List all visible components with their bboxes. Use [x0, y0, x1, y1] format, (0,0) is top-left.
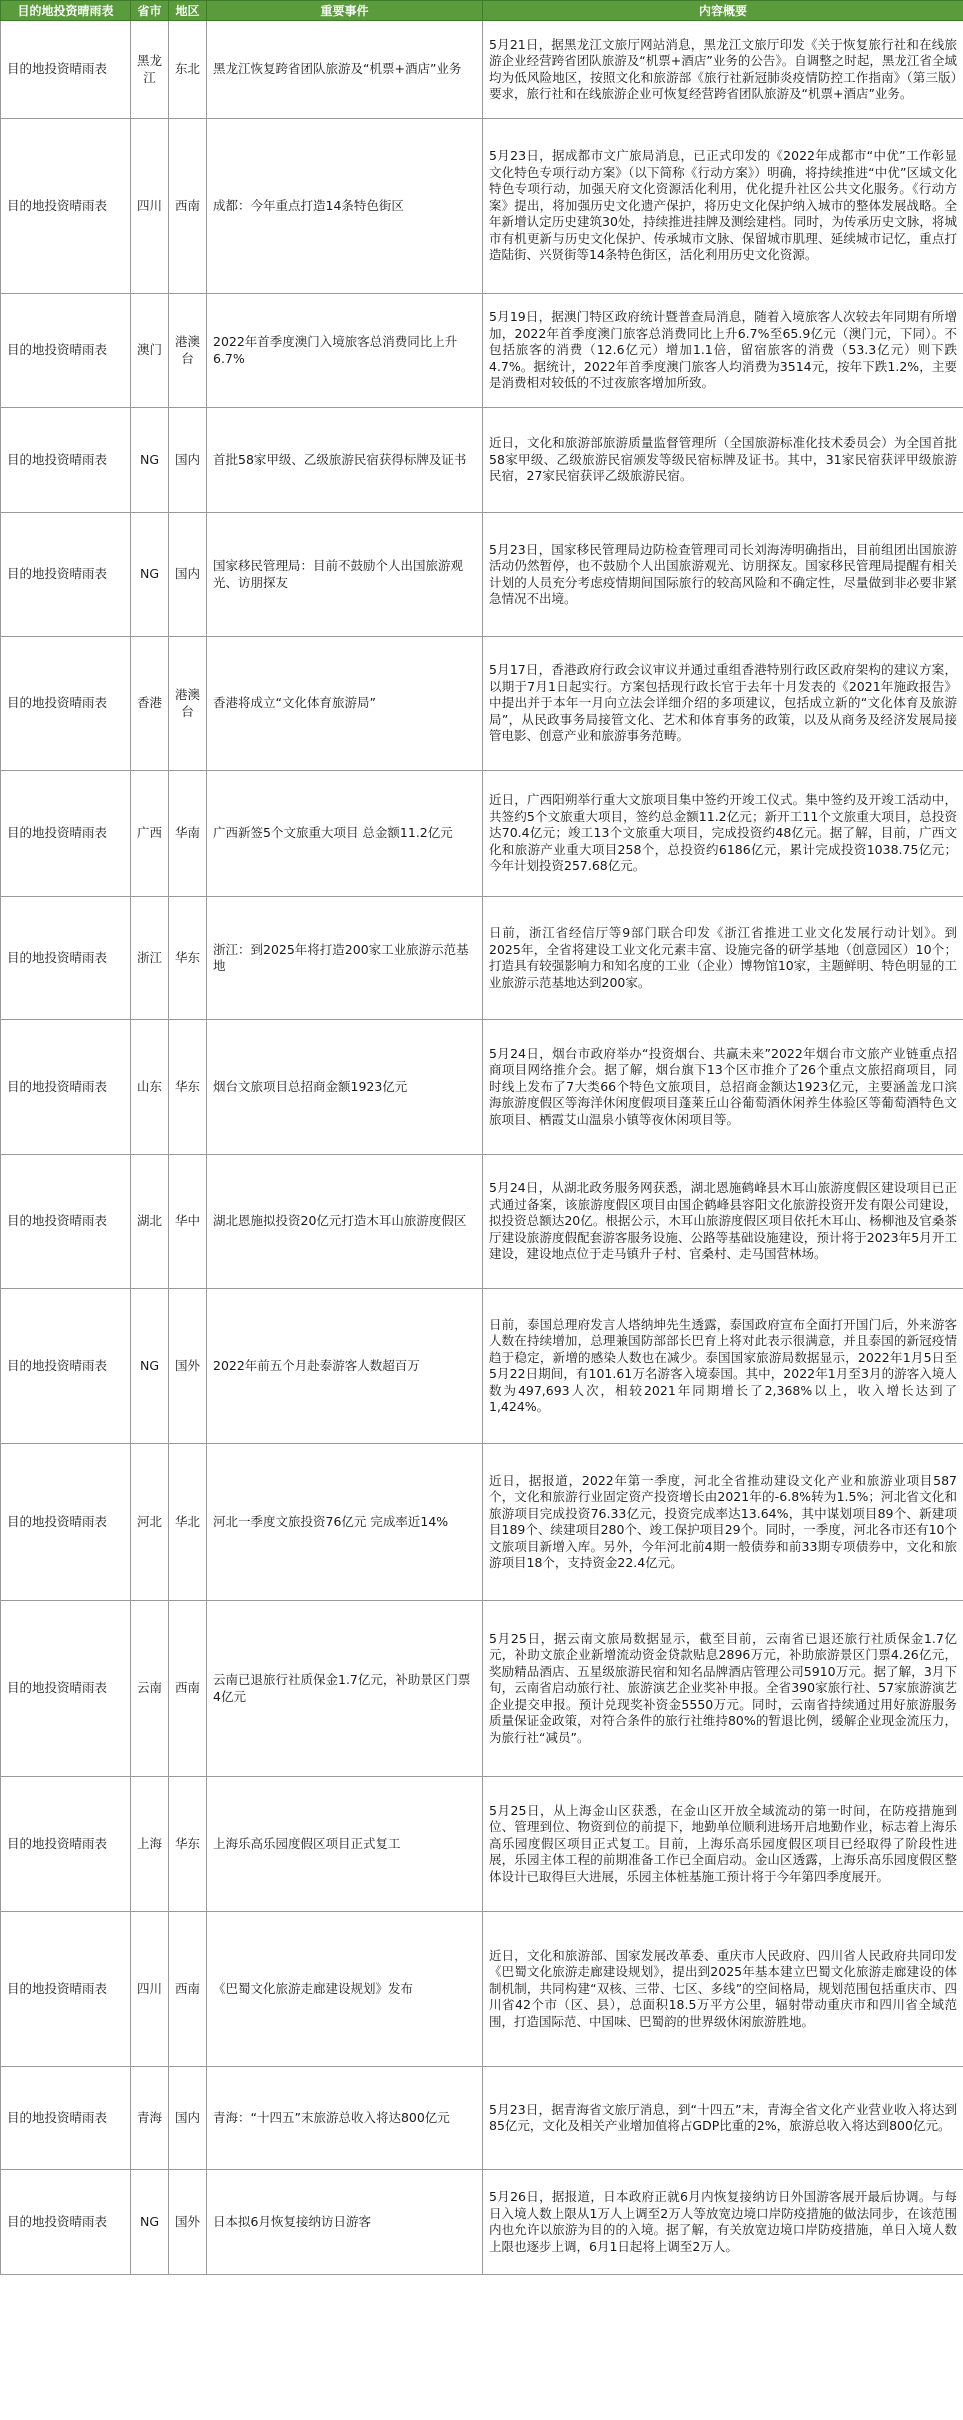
table-row	[1, 1444, 963, 1601]
cell-event: 河北一季度文旅投资76亿元 完成率近14%	[207, 1444, 483, 1601]
table-row	[1, 897, 963, 1020]
cell-type: 目的地投资晴雨表	[1, 1601, 131, 1777]
cell-content: 日前，浙江省经信厅等9部门联合印发《浙江省推进工业文化发展行动计划》。到2025年，全省将建设工业文化元素丰富、设施完备的研学基地（创意园区）10个；打造具有较强影响力和知名度的工业（企业）博物馆10家，主题鲜明、特色明显的工业旅游示范基地达到200家。	[483, 897, 963, 1020]
table-row	[1, 1777, 963, 1912]
cell-region: 华中	[169, 1155, 207, 1289]
header-event: 重要事件	[207, 1, 483, 21]
cell-province: 上海	[131, 1777, 169, 1912]
cell-region: 华东	[169, 1777, 207, 1912]
header-region: 地区	[169, 1, 207, 21]
header-content: 内容概要	[483, 1, 963, 21]
cell-content: 5月24日，从湖北政务服务网获悉，湖北恩施鹤峰县木耳山旅游度假区建设项目已正式通过备案，该旅游度假区项目由国企鹤峰县容阳文化旅游投资开发有限公司建设，拟投资总额达20亿。根据公示，木耳山旅游度假区项目依托木耳山、杨柳池及官桑茶厅建设旅游度假配套游客服务设施、公路等基础设施建设，预计将于2023年5月开工建设，建设地点位于走马镇升子村、官桑村、走马国营林场。	[483, 1155, 963, 1289]
table-row	[1, 2170, 963, 2275]
cell-content: 5月26日，据报道，日本政府正就6月内恢复接纳访日外国游客展开最后协调。与每日入境人数上限从1万人上调至2万人等放宽边境口岸防疫措施的做法同步，在该范围内也允许以旅游为目的的入境。据了解，有关放宽边境口岸防疫措施，单日入境人数上限也逐步上调，6月1日起将上调至2万人。	[483, 2170, 963, 2275]
cell-province: 广西	[131, 771, 169, 897]
cell-region: 西南	[169, 1912, 207, 2067]
cell-type: 目的地投资晴雨表	[1, 21, 131, 119]
cell-content: 5月25日，据云南文旅局数据显示，截至目前，云南省已退还旅行社质保金1.7亿元，补助文旅企业新增流动资金贷款贴息2896万元，补助旅游景区门票4.26亿元，奖励精品酒店、五星级旅游民宿和知名品牌酒店管理公司5910万元。据了解，3月下旬，云南省启动旅行社、旅游演艺企业奖补申报。全省390家旅行社、57家旅游演艺企业提交申报。预计兑现奖补资金5550万元。同时，云南省持续通过用好旅游服务质量保证金政策，对符合条件的旅行社维持80%的暂退比例，缓解企业现金流压力，为旅行社“减员”。	[483, 1601, 963, 1777]
cell-region: 港澳台	[169, 637, 207, 771]
table-row	[1, 1912, 963, 2067]
cell-province: NG	[131, 513, 169, 637]
cell-content: 5月21日，据黑龙江文旅厅网站消息，黑龙江文旅厅印发《关于恢复旅行社和在线旅游企业经营跨省团队旅游及“机票+酒店”业务的公告》。自调整之时起，黑龙江省全域均为低风险地区，按照文化和旅游部《旅行社新冠肺炎疫情防控工作指南》（第三版）要求，旅行社和在线旅游企业可恢复经营跨省团队旅游及“机票+酒店”业务。	[483, 21, 963, 119]
cell-region: 西南	[169, 119, 207, 294]
cell-content: 近日，据报道，2022年第一季度，河北全省推动建设文化产业和旅游业项目587个，文化和旅游行业固定资产投资增长由2021年的-6.8%转为1.5%；河北省文化和旅游项目完成投资76.33亿元，投资完成率达13.64%，其中谋划项目89个、新建项目189个、续建项目280个、竣工保护项目29个。同时，一季度，河北各市还有10个文旅项目新增入库。另外，今年河北前4期一般债券和前33期专项债券中，文化和旅游项目18个，支持资金22.4亿元。	[483, 1444, 963, 1601]
cell-province: NG	[131, 408, 169, 513]
table-row	[1, 21, 963, 119]
cell-type: 目的地投资晴雨表	[1, 2170, 131, 2275]
cell-region: 国内	[169, 2067, 207, 2170]
cell-event: 浙江：到2025年将打造200家工业旅游示范基地	[207, 897, 483, 1020]
table-row	[1, 408, 963, 513]
cell-province: 山东	[131, 1020, 169, 1155]
cell-region: 国内	[169, 513, 207, 637]
table-row	[1, 119, 963, 294]
cell-content: 日前，泰国总理府发言人塔纳坤先生透露，泰国政府宣布全面打开国门后，外来游客人数在持续增加，总理兼国防部部长巴育上将对此表示很满意，并且泰国的新冠疫情趋于稳定，新增的感染人数也在减少。泰国国家旅游局数据显示，2022年1月5日至5月22日期间，有101.61万名游客入境泰国。其中，2022年1月至3月的游客入境人数为497,693人次，相较2021年同期增长了2,368%以上，收入增长达到了1,424%。	[483, 1289, 963, 1444]
cell-type: 目的地投资晴雨表	[1, 637, 131, 771]
cell-province: NG	[131, 1289, 169, 1444]
cell-content: 近日，文化和旅游部旅游质量监督管理所（全国旅游标准化技术委员会）为全国首批58家甲级、乙级旅游民宿颁发等级民宿标牌及证书。其中，31家民宿获评甲级旅游民宿，27家民宿获评乙级旅游民宿。	[483, 408, 963, 513]
cell-type: 目的地投资晴雨表	[1, 771, 131, 897]
cell-type: 目的地投资晴雨表	[1, 1289, 131, 1444]
cell-type: 目的地投资晴雨表	[1, 294, 131, 408]
table-header-row	[1, 1, 963, 21]
cell-event: 青海：“十四五”末旅游总收入将达800亿元	[207, 2067, 483, 2170]
cell-type: 目的地投资晴雨表	[1, 2067, 131, 2170]
table-row	[1, 513, 963, 637]
cell-event: 国家移民管理局：目前不鼓励个人出国旅游观光、访朋探友	[207, 513, 483, 637]
cell-event: 湖北恩施拟投资20亿元打造木耳山旅游度假区	[207, 1155, 483, 1289]
cell-content: 5月25日，从上海金山区获悉，在金山区开放全域流动的第一时间，在防疫措施到位、管理到位、物资到位的前提下，地勤单位顺利进场开启地勤作业，标志着上海乐高乐园度假区项目正式复工。目前，上海乐高乐园度假区项目已经取得了阶段性进展，乐园主体工程的前期准备工作已全面启动。金山区透露，上海乐高乐园度假区整体设计已取得巨大进展，乐园主体桩基施工预计将于今年第四季度展开。	[483, 1777, 963, 1912]
cell-province: NG	[131, 2170, 169, 2275]
cell-type: 目的地投资晴雨表	[1, 1912, 131, 2067]
cell-region: 华北	[169, 1444, 207, 1601]
cell-region: 华南	[169, 771, 207, 897]
cell-event: 云南已退旅行社质保金1.7亿元，补助景区门票4亿元	[207, 1601, 483, 1777]
cell-content: 5月17日，香港政府行政会议审议并通过重组香港特别行政区政府架构的建议方案，以期于7月1日起实行。方案包括现行政长官于去年十月发表的《2021年施政报告》中提出并于本年一月向立法会详细介绍的多项建议，包括成立新的“文化体育及旅游局”，从民政事务局接管文化、艺术和体育事务的政策，以及从商务及经济发展局接管电影、创意产业和旅游事务范畴。	[483, 637, 963, 771]
cell-content: 近日，广西阳朔举行重大文旅项目集中签约开竣工仪式。集中签约及开竣工活动中，共签约5个文旅重大项目，签约总金额11.2亿元；新开工11个文旅重大项目，总投资达70.4亿元；竣工13个文旅重大项目，完成投资约48亿元。据了解，目前，广西文化和旅游产业重大项目258个，总投资约6186亿元，累计完成投资1038.75亿元；今年计划投资257.68亿元。	[483, 771, 963, 897]
cell-content: 5月23日，据青海省文旅厅消息，到“十四五”末，青海全省文化产业营业收入将达到85亿元，文化及相关产业增加值将占GDP比重的2%，旅游总收入将达到800亿元。	[483, 2067, 963, 2170]
cell-province: 云南	[131, 1601, 169, 1777]
cell-event: 烟台文旅项目总招商金额1923亿元	[207, 1020, 483, 1155]
table-row	[1, 1601, 963, 1777]
cell-event: 2022年首季度澳门入境旅客总消费同比上升6.7%	[207, 294, 483, 408]
cell-content: 5月23日，据成都市文广旅局消息，已正式印发的《2022年成都市“中优”工作彰显文化特色专项行动方案》（以下简称《行动方案》）明确，将持续推进“中优”区域文化特色专项行动，加强天府文化资源活化利用，优化提升社区公共文化服务。《行动方案》提出，将加强历史文化遗产保护，将历史文化保护纳入城市的整体发展战略。全年新增认定历史建筑30处，持续推进挂牌及测绘建档。同时，为传承历史文脉，将城市有机更新与历史文化保护、传承城市文脉、保留城市肌理、延续城市记忆，重点打造陆街、兴贤街等14条特色街区，活化利用历史文化资源。	[483, 119, 963, 294]
cell-type: 目的地投资晴雨表	[1, 513, 131, 637]
cell-event: 2022年前五个月赴泰游客人数超百万	[207, 1289, 483, 1444]
cell-province: 青海	[131, 2067, 169, 2170]
cell-content: 近日，文化和旅游部、国家发展改革委、重庆市人民政府、四川省人民政府共同印发《巴蜀文化旅游走廊建设规划》，提出到2025年基本建立巴蜀文化旅游走廊建设的体制机制，共同构建“双核、三带、七区、多线”的空间格局，规划范围包括重庆市、四川省42个市（区、县），总面积18.5万平方公里，辐射带动重庆市和四川省全域范围，打造国际范、中国味、巴蜀韵的世界级休闲旅游胜地。	[483, 1912, 963, 2067]
cell-region: 国外	[169, 1289, 207, 1444]
cell-province: 浙江	[131, 897, 169, 1020]
cell-type: 目的地投资晴雨表	[1, 1155, 131, 1289]
header-province: 省市	[131, 1, 169, 21]
cell-province: 河北	[131, 1444, 169, 1601]
table-row	[1, 1155, 963, 1289]
cell-type: 目的地投资晴雨表	[1, 408, 131, 513]
cell-region: 国内	[169, 408, 207, 513]
cell-event: 成都：今年重点打造14条特色街区	[207, 119, 483, 294]
header-type: 目的地投资晴雨表	[1, 1, 131, 21]
cell-content: 5月23日，国家移民管理局边防检查管理司司长刘海涛明确指出，目前组团出国旅游活动仍然暂停，也不鼓励个人出国旅游观光、访朋探友。国家移民管理局提醒有相关计划的人员充分考虑疫情期间国际旅行的较高风险和不确定性，尽量做到非必要非紧急情况不出境。	[483, 513, 963, 637]
table-row	[1, 1020, 963, 1155]
table-row	[1, 637, 963, 771]
table-row	[1, 2067, 963, 2170]
cell-province: 黑龙江	[131, 21, 169, 119]
cell-event: 广西新签5个文旅重大项目 总金额11.2亿元	[207, 771, 483, 897]
cell-event: 《巴蜀文化旅游走廊建设规划》发布	[207, 1912, 483, 2067]
table-row	[1, 771, 963, 897]
cell-province: 澳门	[131, 294, 169, 408]
cell-province: 湖北	[131, 1155, 169, 1289]
cell-content: 5月19日，据澳门特区政府统计暨普查局消息，随着入境旅客人次较去年同期有所增加，2022年首季度澳门旅客总消费同比上升6.7%至65.9亿元（澳门元，下同）。不包括旅客的消费（12.6亿元）增加1.1倍，留宿旅客的消费（53.3亿元）则下跌4.7%。据统计，2022年首季度澳门旅客人均消费为3514元，按年下跌1.2%，主要是消费相对较低的不过夜旅客增加所致。	[483, 294, 963, 408]
cell-type: 目的地投资晴雨表	[1, 1020, 131, 1155]
cell-province: 四川	[131, 1912, 169, 2067]
cell-type: 目的地投资晴雨表	[1, 1777, 131, 1912]
table-row	[1, 1289, 963, 1444]
cell-event: 首批58家甲级、乙级旅游民宿获得标牌及证书	[207, 408, 483, 513]
cell-region: 西南	[169, 1601, 207, 1777]
cell-region: 港澳台	[169, 294, 207, 408]
cell-event: 香港将成立“文化体育旅游局”	[207, 637, 483, 771]
cell-region: 华东	[169, 1020, 207, 1155]
table-row	[1, 294, 963, 408]
cell-event: 黑龙江恢复跨省团队旅游及“机票+酒店”业务	[207, 21, 483, 119]
cell-province: 香港	[131, 637, 169, 771]
cell-type: 目的地投资晴雨表	[1, 119, 131, 294]
cell-type: 目的地投资晴雨表	[1, 897, 131, 1020]
cell-event: 上海乐高乐园度假区项目正式复工	[207, 1777, 483, 1912]
cell-province: 四川	[131, 119, 169, 294]
cell-type: 目的地投资晴雨表	[1, 1444, 131, 1601]
cell-region: 东北	[169, 21, 207, 119]
cell-event: 日本拟6月恢复接纳访日游客	[207, 2170, 483, 2275]
cell-content: 5月24日，烟台市政府举办“投资烟台、共赢未来”2022年烟台市文旅产业链重点招商项目网络推介会。据了解，烟台旗下13个区市推介了26个重点文旅招商项目，同时线上发布了7大类66个特色文旅项目，总招商金额达1923亿元，主要涵盖龙口滨海旅游度假区等海洋休闲度假项目蓬莱丘山谷葡萄酒休闲养生体验区等葡萄酒特色文旅项目、栖霞艾山温泉小镇等夜休闲项目等。	[483, 1020, 963, 1155]
cell-region: 华东	[169, 897, 207, 1020]
cell-region: 国外	[169, 2170, 207, 2275]
